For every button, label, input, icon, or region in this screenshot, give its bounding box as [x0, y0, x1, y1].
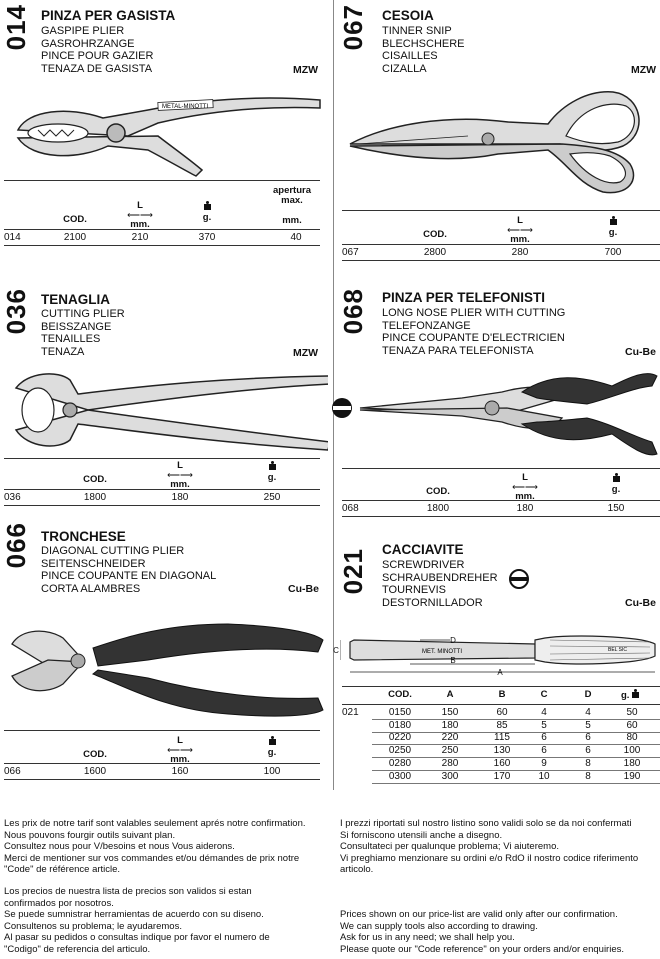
note-line: Nous pouvons fourgir outils suivant plan. [4, 829, 176, 841]
note-line: Si forniscono utensili anche a disegno. [340, 829, 503, 841]
table-rule [372, 783, 660, 784]
col-l-label: L [522, 472, 528, 483]
note-line: Los precios de nuestra lista de precios son validos si estan [4, 886, 252, 897]
table-rule [342, 686, 660, 687]
product-code-036: 036 [1, 288, 31, 335]
cell-b: 170 [493, 770, 511, 782]
col-cod: COD. [388, 689, 412, 700]
cell-cod: 0280 [388, 757, 412, 769]
cutting-plier-image [8, 368, 328, 452]
note-line: Consultez nous pour V/besoins et nous Vous aiderons. [4, 841, 235, 852]
col-a: A [446, 689, 454, 700]
dim-b-label: B [450, 656, 456, 665]
table-rule [4, 763, 320, 764]
cell-cod: 0150 [388, 707, 412, 718]
product-names-068 [382, 307, 565, 357]
row-id: 066 [4, 766, 21, 777]
note-line: confirmados por nosotros. [4, 897, 114, 909]
cell-c: 10 [538, 770, 550, 782]
cell-b: 115 [494, 732, 510, 744]
name-en: TINNER SNIP [382, 25, 452, 37]
product-title-014: PINZA PER GASISTA [41, 8, 176, 23]
cell-l: 210 [131, 232, 149, 243]
col-length [160, 461, 200, 490]
product-title-068: PINZA PER TELEFONISTI [382, 290, 546, 305]
brand-badge-021: Cu-Be [625, 597, 656, 609]
name-en: LONG NOSE PLIER WITH CUTTING [382, 307, 566, 319]
cell-g: 100 [263, 766, 281, 777]
cell-cod: 0180 [388, 719, 412, 731]
product-names-014 [41, 25, 153, 75]
cell-d: 8 [585, 770, 591, 782]
row-id: 021 [342, 707, 359, 718]
name-en: CUTTING PLIER [41, 308, 125, 320]
cell-d: 6 [585, 732, 591, 744]
weight-icon [269, 461, 276, 470]
cell-a: 150 [441, 707, 459, 718]
col-length [160, 736, 200, 765]
name-de: TELEFONZANGE [382, 319, 471, 332]
cell-a: 250 [441, 745, 459, 757]
cell-g: 370 [198, 232, 216, 243]
brand-badge-036: MZW [293, 347, 319, 359]
cell-d: 4 [585, 707, 591, 718]
long-nose-plier-image [332, 362, 660, 467]
col-g-label: g. [202, 212, 212, 223]
col-cod: COD. [63, 214, 87, 225]
col-mm-label: mm. [515, 491, 535, 502]
name-fr: PINCE POUR GAZIER [41, 50, 154, 63]
col-apertura-label: apertura [272, 185, 311, 196]
cell-b: 60 [496, 707, 508, 718]
engraving-label: METAL-MINOTTI [162, 104, 209, 110]
col-g-label: g. [620, 690, 630, 701]
cell-l: 160 [171, 766, 189, 777]
product-code-067: 067 [338, 4, 368, 51]
col-weight [596, 473, 636, 495]
product-title-021: CACCIAVITE [382, 542, 464, 557]
row-id: 036 [4, 492, 21, 503]
col-l-label: L [177, 735, 183, 746]
note-line: Ask for us in any need; we shall help you. [340, 932, 515, 943]
name-es: TENAZA PARA TELEFONISTA [382, 344, 534, 357]
table-rule [342, 704, 660, 705]
cell-b: 130 [493, 745, 511, 757]
name-fr: TOURNEVIS [382, 584, 446, 597]
note-line: "Code" de référence article. [4, 864, 121, 875]
product-code-066: 066 [1, 522, 31, 569]
cell-g: 100 [623, 745, 641, 757]
slot-screw-icon [508, 568, 530, 590]
gaspipe-plier-image [8, 88, 326, 178]
cell-apertura: 40 [290, 232, 302, 243]
col-length [505, 473, 545, 502]
col-g-label: g. [608, 227, 618, 238]
cell-g: 60 [626, 719, 638, 731]
cell-c: 5 [541, 719, 547, 731]
col-cod: COD. [423, 229, 447, 240]
cell-c: 6 [541, 732, 547, 744]
col-opening [262, 186, 322, 226]
cell-cod: 0220 [388, 732, 412, 744]
name-en: DIAGONAL CUTTING PLIER [41, 545, 185, 557]
table-rule [342, 260, 660, 261]
cell-a: 220 [441, 732, 459, 744]
col-length [120, 201, 160, 230]
name-fr: CISAILLES [382, 50, 438, 63]
note-line: Al pasar su pedidos o consultas indique por favor el numero de [4, 932, 270, 943]
table-rule [342, 500, 660, 501]
cell-a: 300 [441, 770, 459, 782]
cell-g: 190 [623, 770, 641, 782]
col-b: B [498, 689, 506, 700]
cell-d: 6 [585, 745, 591, 757]
col-mm-label: mm. [282, 215, 302, 226]
cell-c: 6 [541, 745, 547, 757]
cell-g: 150 [607, 503, 625, 514]
col-mm-label: mm. [510, 234, 530, 245]
weight-icon [269, 736, 276, 745]
cell-l: 180 [516, 503, 534, 514]
product-code-068: 068 [338, 288, 368, 335]
note-line: Se puede sumnistrar herramientas de acuerdo con su diseno. [4, 909, 264, 920]
product-title-066: TRONCHESE [41, 529, 126, 544]
cell-b: 160 [493, 757, 511, 769]
cell-g: 180 [623, 757, 641, 769]
col-cod: COD. [83, 474, 107, 485]
col-g-label: g. [267, 747, 277, 758]
cell-cod: 1800 [426, 503, 450, 514]
note-line: Merci de mentioner sur vos commandes et/ou démandes de prix notre [4, 852, 300, 864]
table-rule [342, 244, 660, 245]
note-line: Vi preghiamo menzionare su ordini e/o RdO il nostro codice riferimento [340, 852, 639, 864]
note-es [4, 886, 330, 955]
col-g-label: g. [267, 472, 277, 483]
brand-badge-066: Cu-Be [288, 583, 319, 595]
col-cod: COD. [426, 486, 450, 497]
cell-d: 8 [585, 757, 591, 769]
weight-icon [204, 201, 211, 210]
product-names-036 [41, 308, 125, 358]
brand-badge-068: Cu-Be [625, 346, 656, 358]
product-names-021 [382, 559, 498, 609]
weight-icon [632, 689, 639, 698]
table-rule [4, 180, 320, 181]
cell-cod: 1800 [83, 492, 107, 503]
cell-g: 80 [626, 732, 638, 744]
table-rule [4, 229, 320, 230]
table-rule [4, 730, 320, 731]
col-weight [593, 216, 633, 238]
name-es: TENAZA DE GASISTA [41, 62, 153, 75]
name-en: SCREWDRIVER [382, 559, 465, 571]
double-arrow-icon: ⟵⟶ [167, 745, 193, 755]
col-weight [252, 736, 292, 758]
cell-c: 9 [541, 757, 547, 769]
cell-cod: 2800 [423, 247, 447, 258]
note-line: Please quote our "Code reference" on your orders and/or enquiries. [340, 943, 624, 955]
cell-d: 5 [585, 719, 591, 731]
note-line: articolo. [340, 864, 374, 875]
cell-l: 280 [511, 247, 529, 258]
dim-c-label: C [333, 646, 339, 655]
name-fr: PINCE COUPANTE EN DIAGONAL [41, 570, 217, 583]
product-code-014: 014 [1, 4, 31, 51]
tinner-snip-image [348, 84, 648, 199]
cell-g: 250 [263, 492, 281, 503]
dim-d-label: D [450, 636, 456, 645]
table-rule [342, 516, 660, 517]
name-fr: TENAILLES [41, 333, 101, 346]
cell-a: 280 [441, 757, 459, 769]
col-mm-label: mm. [170, 754, 190, 765]
note-line: Les prix de notre tarif sont valables seulement aprés notre confirmation. [4, 818, 306, 829]
table-rule [4, 505, 320, 506]
double-arrow-icon: ⟵⟶ [507, 225, 533, 235]
brand-badge-067: MZW [631, 64, 657, 76]
dim-a-label: A [497, 668, 503, 677]
product-title-036: TENAGLIA [41, 292, 110, 307]
row-id: 067 [342, 247, 359, 258]
name-es: DESTORNILLADOR [382, 596, 483, 609]
col-cod: COD. [83, 749, 107, 760]
weight-icon [613, 473, 620, 482]
note-it [340, 818, 658, 876]
cell-l: 180 [171, 492, 189, 503]
name-de: SEITENSCHNEIDER [41, 557, 146, 570]
col-g-label: g. [611, 484, 621, 495]
name-de: SCHRAUBENDREHER [382, 571, 498, 584]
cell-cod: 0300 [388, 770, 412, 782]
note-line: "Codigo" de referencia del articulo. [4, 943, 151, 955]
cell-c: 4 [541, 707, 547, 718]
col-weight [187, 201, 227, 223]
table-rule [4, 489, 320, 490]
cell-cod: 0250 [388, 745, 412, 757]
note-line: I prezzi riportati sul nostro listino sono validi solo se da noi confermati [340, 818, 632, 829]
cell-cod: 2100 [63, 232, 87, 243]
name-es: TENAZA [41, 345, 85, 358]
name-fr: PINCE COUPANTE D'ELECTRICIEN [382, 332, 565, 345]
col-l-label: L [177, 460, 183, 471]
col-weight [612, 689, 648, 701]
table-rule [4, 779, 320, 780]
cell-b: 85 [496, 719, 508, 731]
table-rule [342, 468, 660, 469]
diagonal-plier-image [8, 614, 328, 726]
name-de: BLECHSCHERE [382, 37, 465, 50]
col-length [500, 216, 540, 245]
col-mm-label: mm. [130, 219, 150, 230]
engraving-label: MET. MINOTTI [422, 649, 462, 655]
double-arrow-icon: ⟵⟶ [167, 470, 193, 480]
row-id: 068 [342, 503, 359, 514]
product-title-067: CESOIA [382, 8, 434, 23]
cell-a: 180 [441, 719, 459, 731]
col-d: D [584, 689, 592, 700]
name-de: GASROHRZANGE [41, 37, 135, 50]
note-line: Consultateci per qualunque problema; Vi aiuteremo. [340, 841, 559, 852]
product-names-066 [41, 545, 216, 595]
col-weight [252, 461, 292, 483]
name-en: GASPIPE PLIER [41, 25, 125, 37]
col-c: C [540, 689, 548, 700]
note-en [340, 909, 658, 955]
weight-icon [610, 216, 617, 225]
col-l-label: L [517, 215, 523, 226]
cell-g: 700 [604, 247, 622, 258]
double-arrow-icon: ⟵⟶ [512, 482, 538, 492]
name-de: BEISSZANGE [41, 320, 112, 333]
note-fr [4, 818, 330, 876]
brand-badge-014: MZW [293, 64, 319, 76]
row-id: 014 [4, 232, 21, 243]
name-es: CIZALLA [382, 62, 427, 75]
col-mm-label: mm. [170, 479, 190, 490]
engraving-label-2: BEL SIC [608, 647, 627, 653]
cell-cod: 1600 [83, 766, 107, 777]
col-l-label: L [137, 200, 143, 211]
col-max-label: max. [281, 195, 303, 206]
double-arrow-icon: ⟵⟶ [127, 210, 153, 220]
note-line: We can supply tools also according to drawing. [340, 920, 538, 932]
table-rule [342, 210, 660, 211]
note-line: Consultenos su problema; le ayudaremos. [4, 920, 182, 932]
name-es: CORTA ALAMBRES [41, 582, 141, 595]
table-rule [4, 458, 320, 459]
product-names-067 [382, 25, 465, 75]
note-line: Prices shown on our price-list are valid only after our confirmation. [340, 909, 618, 920]
product-code-021: 021 [338, 548, 368, 595]
cell-g: 50 [626, 707, 638, 718]
table-rule [4, 245, 320, 246]
